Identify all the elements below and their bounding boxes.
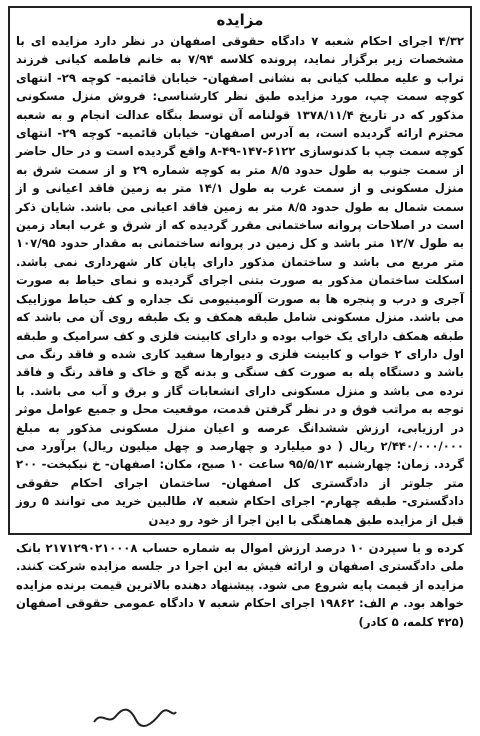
signature-scribble-icon (90, 704, 180, 730)
notice-body: ۴/۳۲ اجرای احکام شعبه ۷ دادگاه حقوقی اصفهان در نظر دارد مزایده ای با مشخصات زیر برگزار نماید، پرونده کلاسه ۷/۹۴ به خانم فاطمه کیانی فرزند تراب و علیه مطلب کیانی به نشانی اصفهان- خیابان قائمیه- کوچه ۲۹- انتهای کوچه سمت چپ، مورد مزایده طبق نظر کارشناسی: فروش منزل مسکونی مذکور که در تاریخ ۱۳۷۸/۱۱/۴ قولنامه آن توسط بنگاه عدالت انجام و به شعبه محترم ارائه گردیده است، به آدرس اصفهان- خیابان قائمیه- کوچه ۲۹- انتهای کوچه سمت چپ با کدنوسازی ۶۱۲۲-۱۴۷-۴۹-۸ واقع گردیده است و در حال حاضر از سمت جنوب به طول حدود ۸/۵ متر به کوچه شماره ۲۹ و از سمت شرق به منزل مسکونی و از سمت غرب به طول ۱۴/۱ متر به زمین فاقد اعیانی و از سمت شمال به طول حدود ۸/۵ متر به زمین فاقد اعیانی می باشد. شایان ذکر است در اصلاحات پروانه ساختمانی مقرر گردیده که از شرق و غرب ابعاد زمین به طول ۱۲/۷ متر باشد و کل زمین در پروانه ساختمانی به مقدار حدود ۱۰۷/۹۵ متر مربع می باشد و ساختمان مذکور دارای پایان کار شهرداری نمی باشد. اسکلت ساختمان مذکور به صورت بتنی اجرای گردیده و نمای حیاط به صورت آجری و درب و پنجره ها به صورت آلومینیومی تک جداره و کف حیاط موزاییک می باشد. منزل مسکونی شامل طبقه همکف و یک طبقه روی آن می باشد که طبقه همکف دارای یک خواب بوده و دارای کابینت فلزی و کف سرامیک و طبقه اول دارای ۲ خواب و کابینت فلزی و دیوارها سفید کاری شده و فاقد رنگ می باشد و دستگاه پله به صورت کف سنگی و بدنه گچ و خاک و فاقد رنگ و فاقد نرده می باشد و منزل مسکونی دارای انشعابات گاز و برق و آب می باشد. با توجه به مراتب فوق و در نظر گرفتن قدمت، موقعیت محل و جمیع عوامل موثر در ارزیابی، ارزش ششدانگ عرصه و اعیان منزل مسکونی مذکور به مبلغ ۲/۴۴۰/۰۰۰/۰۰۰ ریال ( دو میلیارد و چهارصد و چهل میلیون ریال) برآورد می گردد. زمان: چهارشنبه ۹۵/۵/۱۳ ساعت ۱۰ صبح، مکان: اصفهان- خ نیکبخت- ۲۰۰ متر جلوتر از دادگستری کل اصفهان- ساختمان اجرای احکام حقوقی دادگستری- طبقه چهارم- اجرای احکام شعبه ۷، طالبین خرید می توانند ۵ روز قبل از مزایده طبق هماهنگی با این اجرا از خود رو دیدن (16, 34, 465, 527)
notice-title: مزایده (216, 11, 264, 29)
notice-tail: کرده و با سپردن ۱۰ درصد ارزش اموال به شماره حساب ۲۱۷۱۲۹۰۲۱۰۰۰۸ بانک ملی دادگستری اصفهان و ارائه فیش به این اجرا در جلسه مزایده شرکت کنند. مزایده از قیمت پایه شروع می شود. پیشنهاد دهنده بالاترین قیمت برنده مزایده خواهد بود. م الف: ۱۹۸۶۲ اجرای احکام شعبه ۷ دادگاه عمومی حقوقی اصفهان (۴۲۵ کلمه، ۵ کادر) (16, 540, 465, 629)
auction-notice-box (8, 6, 472, 535)
